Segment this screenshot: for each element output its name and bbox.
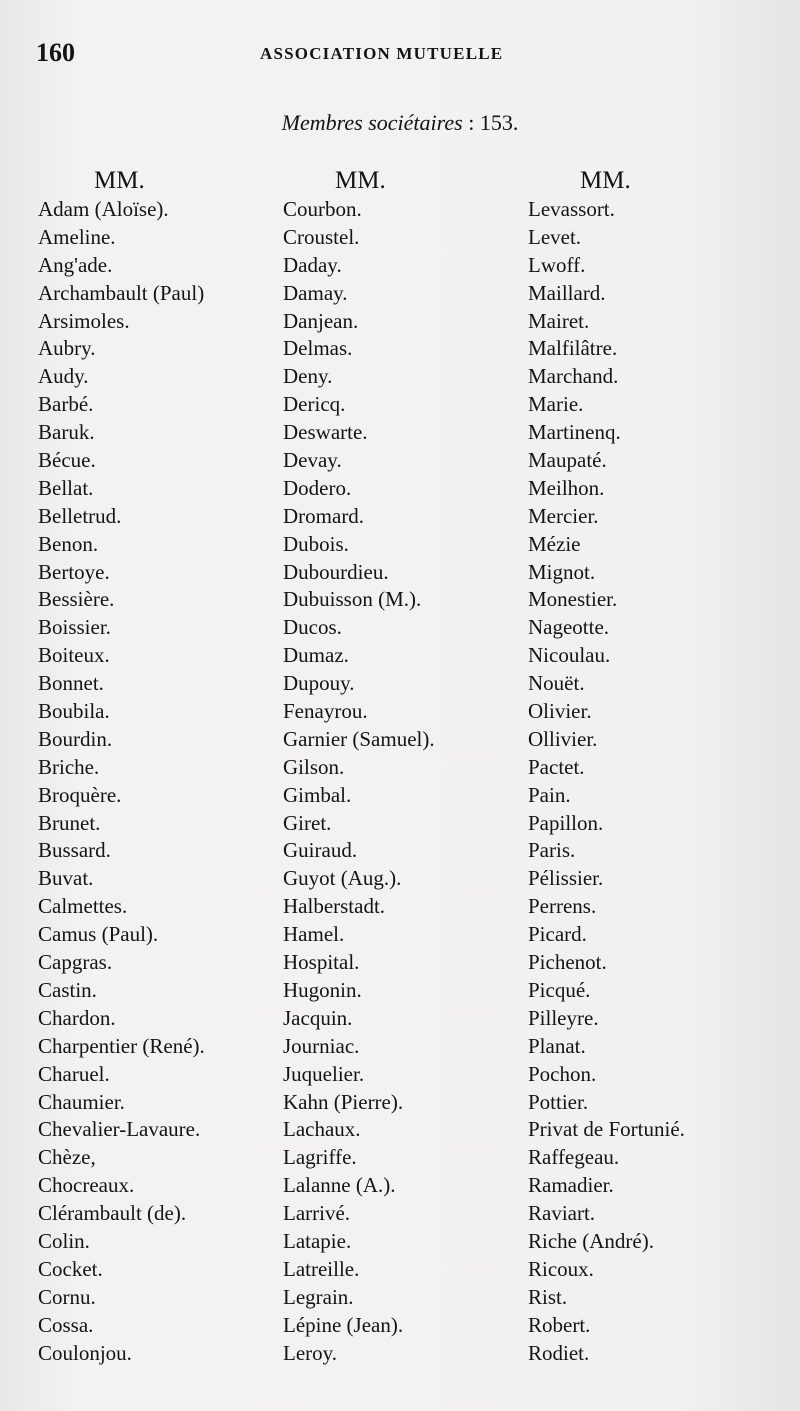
member-name: Levassort. (528, 197, 615, 221)
member-name: Cossa. (38, 1312, 94, 1337)
member-name: Hamel. (283, 922, 345, 947)
member-name: Meilhon. (528, 475, 605, 500)
member-name: Charuel. (38, 1061, 110, 1086)
member-column-3 (528, 166, 798, 1367)
member-name: Bessière. (38, 587, 115, 612)
member-name: Calmettes. (38, 894, 128, 919)
member-name: Leroy. (283, 1340, 338, 1365)
member-name: Lagriffe. (283, 1145, 357, 1170)
member-name: Coulonjou. (38, 1340, 132, 1365)
member-name: Marchand. (528, 364, 619, 389)
member-column-1 (38, 166, 278, 1367)
member-name: Broquère. (38, 782, 122, 807)
member-name: Giret. (283, 810, 332, 835)
member-name: Bertoye. (38, 559, 110, 584)
member-name: Rist. (528, 1284, 568, 1309)
member-name: Nicoulau. (528, 643, 611, 668)
member-name: Paris. (528, 838, 576, 863)
member-name: Gimbal. (283, 782, 352, 807)
member-name: Papillon. (528, 810, 604, 835)
member-name: Croustel. (283, 224, 360, 249)
section-count: : 153. (468, 110, 519, 135)
member-name: Mézie (528, 531, 581, 556)
member-name: Deny. (283, 364, 333, 389)
member-name: Boubila. (38, 699, 110, 724)
member-name: Monestier. (528, 587, 618, 612)
member-name: Rodiet. (528, 1340, 590, 1365)
member-name: Chaumier. (38, 1089, 125, 1114)
member-name: Kahn (Pierre). (283, 1089, 404, 1114)
member-name: Cornu. (38, 1284, 96, 1309)
member-name: Arsimoles. (38, 308, 130, 333)
member-name: Ramadier. (528, 1173, 614, 1198)
member-name: Larrivé. (283, 1201, 351, 1226)
member-name: Charpentier (René). (38, 1033, 205, 1058)
member-name: Belletrud. (38, 503, 122, 528)
member-name: Mignot. (528, 559, 596, 584)
member-name: Latapie. (283, 1228, 352, 1253)
member-name: Jacquin. (283, 1005, 353, 1030)
member-name: Danjean. (283, 308, 359, 333)
column-heading: MM. (580, 167, 631, 194)
member-name: Martinenq. (528, 420, 621, 445)
member-name: Guyot (Aug.). (283, 866, 402, 891)
member-name: Guiraud. (283, 838, 358, 863)
member-name: Bellat. (38, 475, 94, 500)
member-name: Barbé. (38, 392, 94, 417)
member-name: Nouët. (528, 671, 585, 696)
member-name: Maupaté. (528, 448, 607, 473)
member-name: Planat. (528, 1033, 586, 1058)
member-name: Briche. (38, 754, 100, 779)
member-list (528, 196, 798, 1367)
member-name: Bussard. (38, 838, 111, 863)
member-name: Dubourdieu. (283, 559, 389, 584)
member-name: Benon. (38, 531, 99, 556)
member-name: Legrain. (283, 1284, 354, 1309)
member-name: Picard. (528, 922, 587, 947)
member-name: Adam (Aloïse). (38, 197, 169, 221)
member-name: Boiteux. (38, 643, 110, 668)
member-name: Dumaz. (283, 643, 349, 668)
member-name: Ricoux. (528, 1256, 594, 1281)
member-name: Mairet. (528, 308, 590, 333)
member-name: Delmas. (283, 336, 353, 361)
member-name: Latreille. (283, 1256, 360, 1281)
member-name: Raviart. (528, 1201, 596, 1226)
member-name: Perrens. (528, 894, 597, 919)
member-name: Brunet. (38, 810, 101, 835)
member-name: Mercier. (528, 503, 599, 528)
member-name: Audy. (38, 364, 89, 389)
member-name: Dromard. (283, 503, 365, 528)
member-name: Halberstadt. (283, 894, 386, 919)
member-name: Journiac. (283, 1033, 360, 1058)
member-name: Dubuisson (M.). (283, 587, 422, 612)
member-name: Hospital. (283, 950, 360, 975)
member-name: Picqué. (528, 977, 591, 1002)
member-name: Pain. (528, 782, 571, 807)
page-number: 160 (36, 38, 75, 67)
member-name: Olivier. (528, 699, 592, 724)
member-name: Ducos. (283, 615, 342, 640)
column-heading: MM. (94, 167, 145, 194)
member-column-2 (283, 166, 523, 1367)
member-name: Chevalier-Lavaure. (38, 1117, 201, 1142)
member-name: Ollivier. (528, 726, 598, 751)
member-name: Ameline. (38, 224, 116, 249)
member-name: Lalanne (A.). (283, 1173, 396, 1198)
member-name: Damay. (283, 280, 348, 305)
member-name: Chèze, (38, 1145, 96, 1170)
member-name: Dubois. (283, 531, 349, 556)
member-name: Dupouy. (283, 671, 355, 696)
member-name: Aubry. (38, 336, 96, 361)
member-name: Chardon. (38, 1005, 116, 1030)
member-name: Hugonin. (283, 977, 362, 1002)
member-name: Lachaux. (283, 1117, 361, 1142)
member-name: Cocket. (38, 1256, 103, 1281)
member-name: Lwoff. (528, 252, 586, 277)
member-name: Garnier (Samuel). (283, 726, 435, 751)
member-name: Chocreaux. (38, 1173, 135, 1198)
member-name: Pilleyre. (528, 1005, 599, 1030)
member-name: Clérambault (de). (38, 1201, 187, 1226)
member-name: Lépine (Jean). (283, 1312, 404, 1337)
member-name: Riche (André). (528, 1228, 654, 1253)
section-label: Membres sociétaires (281, 110, 463, 135)
member-name: Ang'ade. (38, 252, 113, 277)
member-name: Pélissier. (528, 866, 604, 891)
member-name: Pottier. (528, 1089, 589, 1114)
member-name: Raffegeau. (528, 1145, 620, 1170)
member-list (38, 196, 278, 1367)
member-name: Juquelier. (283, 1061, 365, 1086)
member-name: Bécue. (38, 448, 96, 473)
member-name: Courbon. (283, 197, 362, 221)
member-name: Capgras. (38, 950, 113, 975)
member-name: Bonnet. (38, 671, 104, 696)
member-name: Baruk. (38, 420, 95, 445)
section-title (0, 110, 800, 136)
member-name: Malfilâtre. (528, 336, 618, 361)
member-name: Marie. (528, 392, 584, 417)
member-name: Gilson. (283, 754, 345, 779)
member-name: Devay. (283, 448, 342, 473)
member-name: Colin. (38, 1228, 90, 1253)
member-name: Pichenot. (528, 950, 607, 975)
member-name: Daday. (283, 252, 342, 277)
member-name: Castin. (38, 977, 97, 1002)
member-name: Levet. (528, 224, 582, 249)
column-heading: MM. (335, 167, 386, 194)
member-name: Fenayrou. (283, 699, 368, 724)
running-title: ASSOCIATION MUTUELLE (260, 44, 504, 63)
member-name: Camus (Paul). (38, 922, 159, 947)
member-name: Archambault (Paul) (38, 280, 205, 305)
member-name: Pochon. (528, 1061, 597, 1086)
member-name: Maillard. (528, 280, 606, 305)
member-name: Bourdin. (38, 726, 113, 751)
member-name: Privat de Fortunié. (528, 1117, 685, 1142)
member-name: Dericq. (283, 392, 346, 417)
member-name: Deswarte. (283, 420, 368, 445)
member-name: Nageotte. (528, 615, 610, 640)
member-name: Boissier. (38, 615, 111, 640)
member-list (283, 196, 523, 1367)
member-name: Buvat. (38, 866, 94, 891)
member-name: Dodero. (283, 475, 352, 500)
member-name: Robert. (528, 1312, 591, 1337)
member-name: Pactet. (528, 754, 585, 779)
